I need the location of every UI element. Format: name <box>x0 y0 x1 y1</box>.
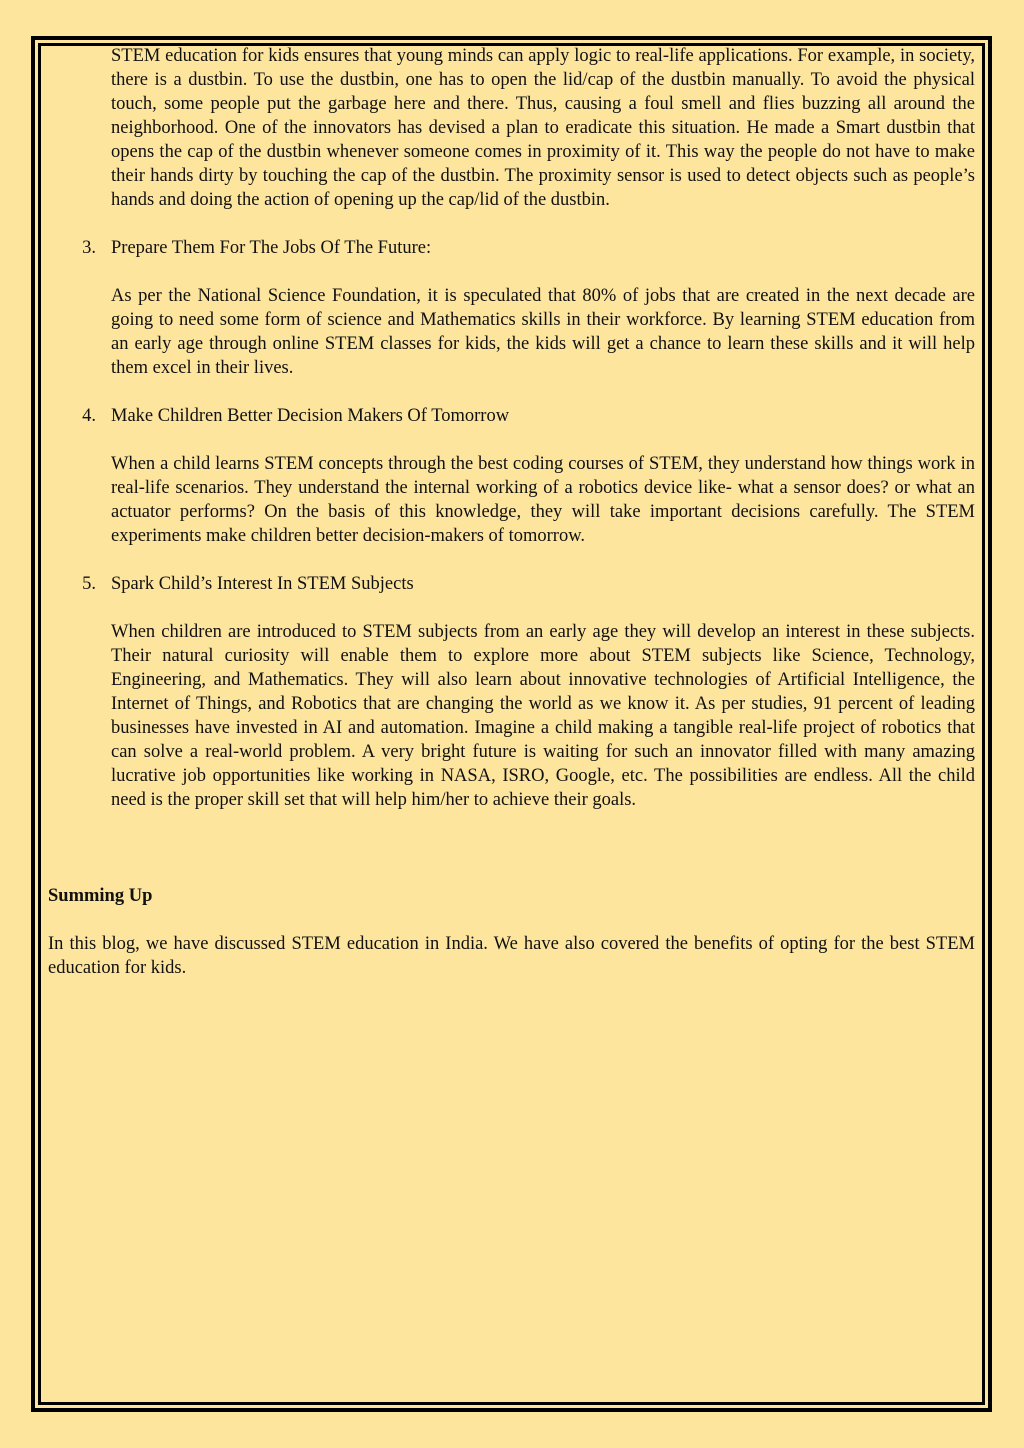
list-item-title: Make Children Better Decision Makers Of Tomorrow <box>111 406 510 426</box>
list-item-number: 3. <box>82 238 96 258</box>
list-item-3-body: As per the National Science Foundation, it is speculated that 80% of jobs that are created in the next decade are going to need some form of science and Mathematics skills in their workforce. By learning STEM education from an early age through online STEM classes for kids, the kids will get a chance to learn these skills and it will help them excel in their lives. <box>111 286 975 378</box>
intro-paragraph: STEM education for kids ensures that young minds can apply logic to real-life applications. For example, in society, there is a dustbin. To use the dustbin, one has to open the lid/cap of the dustbin manually. To avoid the physical touch, some people put the garbage here and there. Thus, causing a foul smell and flies buzzing all around the neighborhood. One of the innovators has devised a plan to eradicate this situation. He made a Smart dustbin that opens the cap of the dustbin whenever someone comes in proximity of it. This way the people do not have to make their hands dirty by touching the cap of the dustbin. The proximity sensor is used to detect objects such as people’s hands and doing the action of opening up the cap/lid of the dustbin. <box>111 46 975 210</box>
list-item-number: 5. <box>82 574 96 594</box>
list-item-4-heading <box>48 404 975 428</box>
list-item-5-heading <box>48 572 975 596</box>
list-item-number: 4. <box>82 406 96 426</box>
document-body <box>48 44 975 980</box>
list-item-title: Prepare Them For The Jobs Of The Future: <box>111 238 432 258</box>
list-item-3-heading <box>48 236 975 260</box>
list-item-4-body: When a child learns STEM concepts through the best coding courses of STEM, they understand how things work in real-life scenarios. They understand the internal working of a robotics device like- what a sensor does? or what an actuator performs? On the basis of this knowledge, they will take important decisions carefully. The STEM experiments make children better decision-makers of tomorrow. <box>111 454 975 546</box>
list-item-5-body: When children are introduced to STEM subjects from an early age they will develop an interest in these subjects. Their natural curiosity will enable them to explore more about STEM subjects like Science, Technology, Engineering, and Mathematics. They will also learn about innovative technologies of Artificial Intelligence, the Internet of Things, and Robotics that are changing the world as we know it. As per studies, 91 percent of leading businesses have invested in AI and automation. Imagine a child making a tangible real-life project of robotics that can solve a real-world problem. A very bright future is waiting for such an innovator filled with many amazing lucrative job opportunities like working in NASA, ISRO, Google, etc. The possibilities are endless. All the child need is the proper skill set that will help him/her to achieve their goals. <box>111 622 975 810</box>
summary-paragraph: In this blog, we have discussed STEM education in India. We have also covered the benefits of opting for the best STEM education for kids. <box>48 934 975 978</box>
list-item-title: Spark Child’s Interest In STEM Subjects <box>111 574 414 594</box>
summary-heading: Summing Up <box>48 886 153 906</box>
